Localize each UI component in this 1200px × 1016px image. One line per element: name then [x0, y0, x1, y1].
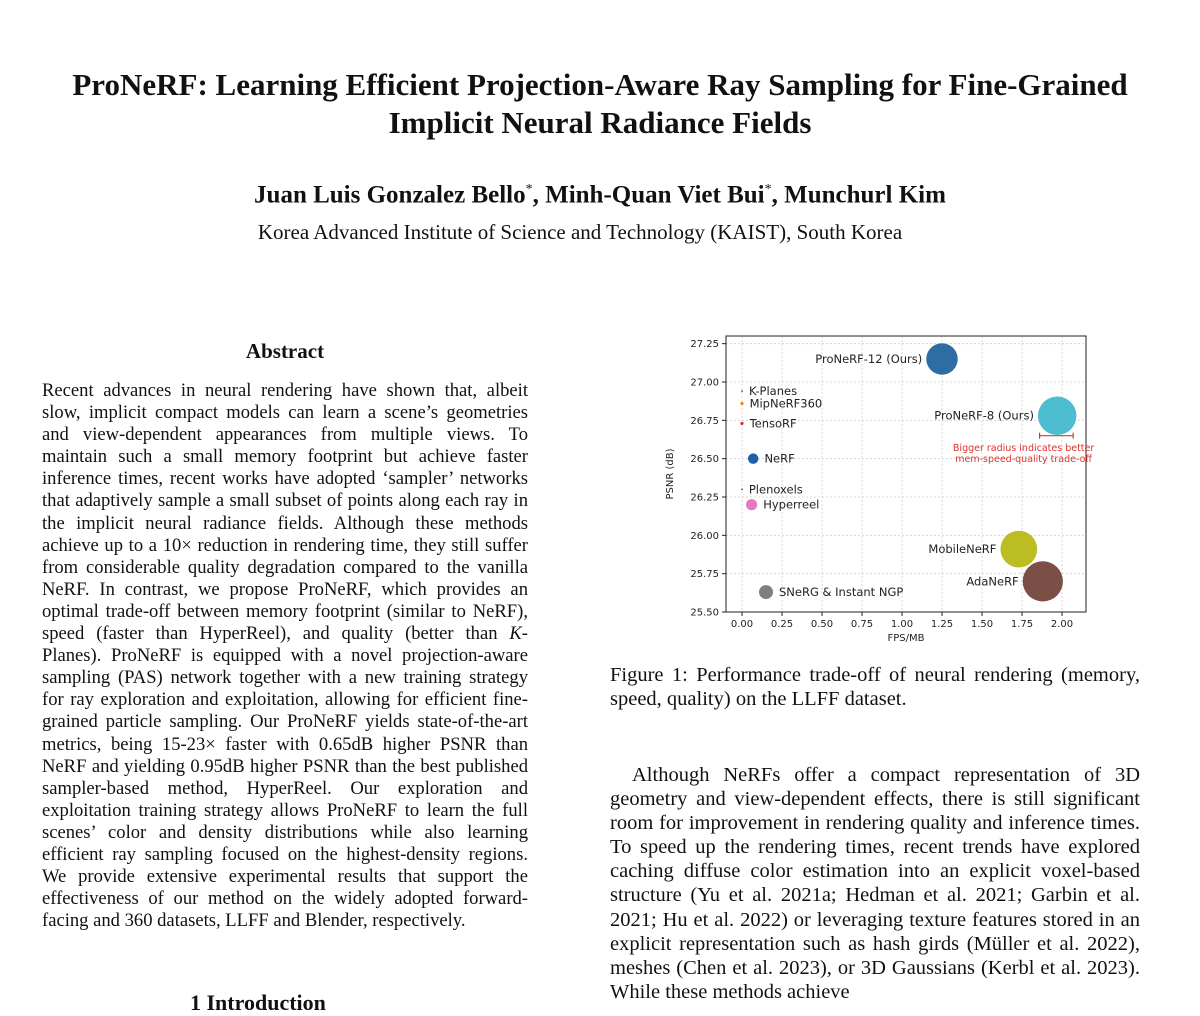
data-point: [741, 488, 743, 490]
abstract-heading: Abstract: [245, 339, 325, 363]
data-point-label: MobileNeRF: [928, 542, 997, 557]
data-point: [759, 585, 773, 599]
data-point: [926, 343, 958, 375]
data-point-label: K-Planes: [749, 384, 798, 399]
data-point: [746, 499, 757, 510]
data-point-label: NeRF: [764, 451, 795, 466]
author-separator: ,: [771, 181, 785, 209]
x-tick-label: 1.50: [970, 619, 994, 630]
author-mark: *: [525, 182, 533, 197]
data-point-label: ProNeRF-8 (Ours): [934, 408, 1034, 423]
scatter-chart-svg: [660, 330, 1100, 650]
paper-title: ProNeRF: Learning Efficient Projection-Aware Ray Sampling for Fine-Grained Implicit Neural Radiance Fields: [72, 67, 1128, 140]
author-mark: *: [764, 182, 772, 197]
data-point-label: MipNeRF360: [749, 396, 823, 411]
abstract-text-b: -Planes). ProNeRF is equipped with a novel projection-aware sampling (PAS) network together with a new training strategy for ray exploration and exploitation, allowing for efficient fine-grained particle sampling. Our ProNeRF yields state-of-the-art metrics, being 15-23× faster with 0.65dB higher PSNR than NeRF and yielding 0.95dB higher PSNR than the best published sampler-based method, HyperReel. Our exploration and exploitation training strategy allows ProNeRF to learn the full scenes’ color and density distributions while also learning efficient ray sampling focused on the highest-density regions. We provide extensive experimental results that support the effectiveness of our method on the widely adopted forward-facing and 360 datasets, LLFF and Blender, respectively.: [42, 623, 528, 932]
annotation-text: mem-speed-quality trade-off: [955, 454, 1092, 465]
data-point-label: AdaNeRF: [966, 574, 1019, 589]
data-point: [1000, 531, 1037, 568]
y-tick-label: 26.25: [690, 492, 719, 504]
y-tick-label: 27.00: [690, 377, 719, 389]
figure-1-chart: [660, 330, 1100, 650]
x-tick-label: 1.25: [930, 619, 954, 630]
author-name: Juan Luis Gonzalez Bello: [254, 181, 526, 209]
x-tick-label: 0.00: [730, 619, 754, 630]
data-point: [740, 422, 743, 425]
author-list: [0, 174, 1200, 211]
x-tick-label: 1.00: [890, 619, 914, 630]
data-point-label: Plenoxels: [748, 482, 803, 497]
y-tick-label: 26.75: [690, 415, 719, 427]
author-separator: ,: [532, 181, 546, 209]
x-tick-label: 2.00: [1050, 619, 1074, 630]
y-axis-label: PSNR (dB): [665, 448, 676, 500]
data-point: [1023, 561, 1063, 601]
abstract-text-italic: K: [509, 623, 522, 645]
annotation-text: Bigger radius indicates better: [952, 443, 1095, 454]
data-point-label: Hyperreel: [763, 497, 820, 512]
data-point-label: SNeRG & Instant NGP: [779, 585, 904, 600]
intro-heading: 1 Introduction: [190, 990, 326, 1015]
data-point: [1038, 396, 1077, 435]
author-name: Minh-Quan Viet Bui: [545, 181, 765, 209]
x-axis-label: FPS/MB: [887, 633, 925, 644]
x-tick-label: 0.50: [810, 619, 834, 630]
body-paragraph: Although NeRFs offer a compact representation of 3D geometry and view-dependent effects, there is still significant room for improvement in rendering quality and inference times. To speed up the rendering times, recent trends have explored caching diffuse color estimation into an explicit voxel-based structure (Yu et al. 2021a; Hedman et al. 2021; Garbin et al. 2021; Hu et al. 2022) or leveraging texture features stored in an explicit representation such as hash girds (Müller et al. 2022), meshes (Chen et al. 2023), or 3D Gaussians (Kerbl et al. 2023). While these methods achieve: [610, 764, 1140, 1003]
y-tick-label: 27.25: [690, 339, 719, 351]
abstract-body: [42, 380, 528, 932]
y-tick-label: 26.50: [690, 454, 719, 466]
x-tick-label: 0.75: [850, 619, 874, 630]
y-tick-label: 26.00: [690, 530, 719, 542]
data-point: [740, 402, 743, 405]
data-point-label: TensoRF: [749, 416, 797, 431]
x-tick-label: 1.75: [1010, 619, 1034, 630]
data-point-label: ProNeRF-12 (Ours): [815, 352, 923, 366]
author-name: Munchurl Kim: [784, 181, 946, 209]
figure-caption: Figure 1: Performance trade-off of neural rendering (memory, speed, quality) on the LLFF dataset.: [610, 664, 1140, 710]
y-tick-label: 25.50: [690, 607, 719, 619]
x-tick-label: 0.25: [770, 619, 794, 630]
abstract-text-a: Recent advances in neural rendering have shown that, albeit slow, implicit compact models can learn a scene’s geometries and view-dependent appearances from multiple views. To maintain such a small memory footprint but achieve faster inference times, recent works have adopted ‘sampler’ networks that adaptively sample a small subset of points along each ray in the implicit neural radiance fields. Although these methods achieve up to a 10× reduction in rendering time, they still suffer from considerable quality degradation compared to the vanilla NeRF. In contrast, we propose ProNeRF, which provides an optimal trade-off between memory footprint (similar to NeRF), speed (faster than HyperReel), and quality (better than: [42, 380, 528, 645]
affiliation: Korea Advanced Institute of Science and Technology (KAIST), South Korea: [257, 220, 903, 244]
data-point: [741, 390, 743, 392]
data-point: [748, 453, 759, 464]
y-tick-label: 25.75: [690, 569, 719, 581]
